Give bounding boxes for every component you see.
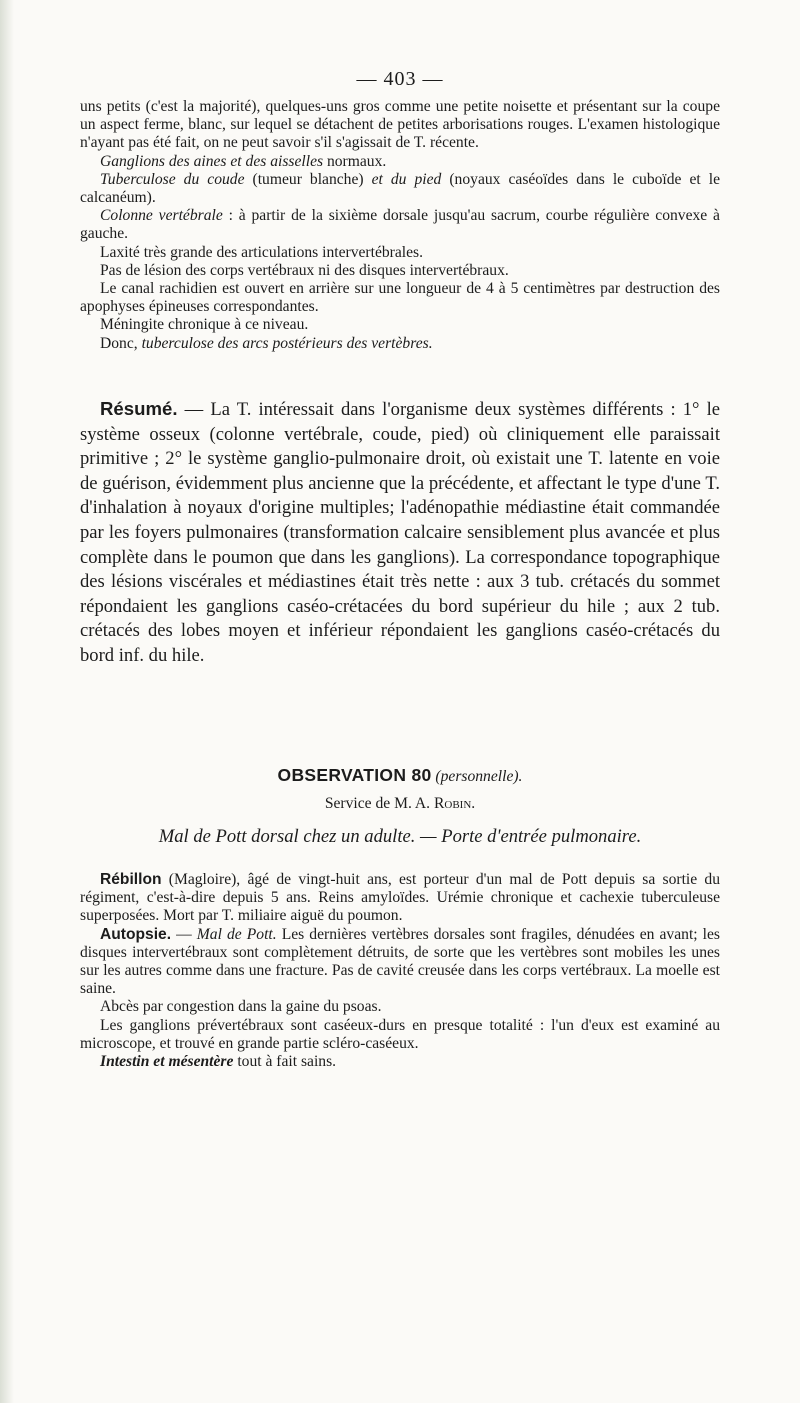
top-paragraph-2: Ganglions des aines et des aisselles normaux. [100, 152, 387, 170]
top-paragraph-1: uns petits (c'est la majorité), quelques-uns gros comme une petite noisette et présentant sur la coupe un aspect ferme, blanc, sur lequel se détachent de petites arborisations rouges. L'examen histologique n'ayant pas été fait, on ne peut savoir s'il s'agissait de T. récente. [80, 98, 720, 152]
observation-paragraph-4: Les ganglions prévertébraux sont caséeux-durs en presque totalité : l'un d'eux est examiné au microscope, et trouvé en grande partie scléro-caséeux. [80, 1016, 720, 1052]
observation-subtitle: Mal de Pott dorsal chez un adulte. — Porte d'entrée pulmonaire. [158, 826, 642, 847]
page-number: — 403 — [356, 68, 444, 90]
resume-label: Résumé. [100, 398, 178, 419]
observation-qualifier: (personnelle). [431, 768, 523, 785]
observation-paragraph-5: Intestin et mésentère tout à fait sains. [100, 1053, 337, 1071]
observation-paragraph-3: Abcès par congestion dans la gaine du psoas. [100, 998, 382, 1016]
observation-body [80, 871, 720, 1071]
resume-section [80, 397, 720, 669]
observation-paragraph-2: Autopsie. — Mal de Pott. Les dernières vertèbres dorsales sont fragiles, dénudées en avant; les disques intervertébraux sont complètement détruits, de sorte que les vertèbres sont mobiles les unes sur les autres comme dans une fracture. Pas de cavité creusée dans les corps vertébraux. La moelle est saine. [80, 925, 721, 998]
page-edge-shadow [0, 0, 14, 1403]
observation-title: OBSERVATION 80 [277, 765, 432, 785]
top-paragraph-6: Pas de lésion des corps vertébraux ni des disques intervertébraux. [100, 261, 509, 279]
top-section [80, 98, 720, 353]
observation-paragraph-1: Rébillon (Magloire), âgé de vingt-huit ans, est porteur d'un mal de Pott depuis sa sortie du régiment, c'est-à-dire depuis 5 ans. Reins amyloïdes. Urémie chronique et cachexie tuberculeuse superposées. Mort par T. miliaire aiguë du poumon. [80, 871, 720, 925]
observation-service: Service de M. A. Robin. [324, 795, 476, 812]
top-paragraph-7: Le canal rachidien est ouvert en arrière sur une longueur de 4 à 5 centimètres par destruction des apophyses épineuses correspondantes. [80, 280, 720, 316]
observation-title-line [80, 763, 720, 789]
resume-paragraph: Résumé. — La T. intéressait dans l'organisme deux systèmes différents : 1° le système osseux (colonne vertébrale, coude, pied) où cliniquement elle paraissait primitive ; 2° le système ganglio-pulmonaire droit, où existait une T. latente en voie de guérison, évidemment plus ancienne que la précédente, et affectant le type d'une T. d'inhalation à noyaux d'origine multiples; l'adénopathie médiastine était commandée par les foyers pulmonaires (transformation calcaire sensiblement plus avancée et plus complète dans le poumon que dans les ganglions). La correspondance topographique des lésions viscérales et médiastines était très nette : aux 3 tub. crétacés du sommet répondaient les ganglions caséo-crétacées du bord supérieur du hile ; aux 2 tub. crétacés des lobes moyen et inférieur répondaient les ganglions caséo-crétacés du bord inf. du hile. [80, 398, 720, 666]
top-paragraph-5: Laxité très grande des articulations intervertébrales. [100, 243, 423, 261]
top-paragraph-9: Donc, tuberculose des arcs postérieurs des vertèbres. [100, 334, 433, 352]
top-paragraph-4: Colonne vertébrale : à partir de la sixième dorsale jusqu'au sacrum, courbe régulière convexe à gauche. [80, 207, 720, 243]
top-paragraph-3: Tuberculose du coude (tumeur blanche) et du pied (noyaux caséoïdes dans le cuboïde et le calcanéum). [80, 170, 720, 207]
top-paragraph-8: Méningite chronique à ce niveau. [100, 316, 309, 334]
observation-header [80, 763, 720, 849]
